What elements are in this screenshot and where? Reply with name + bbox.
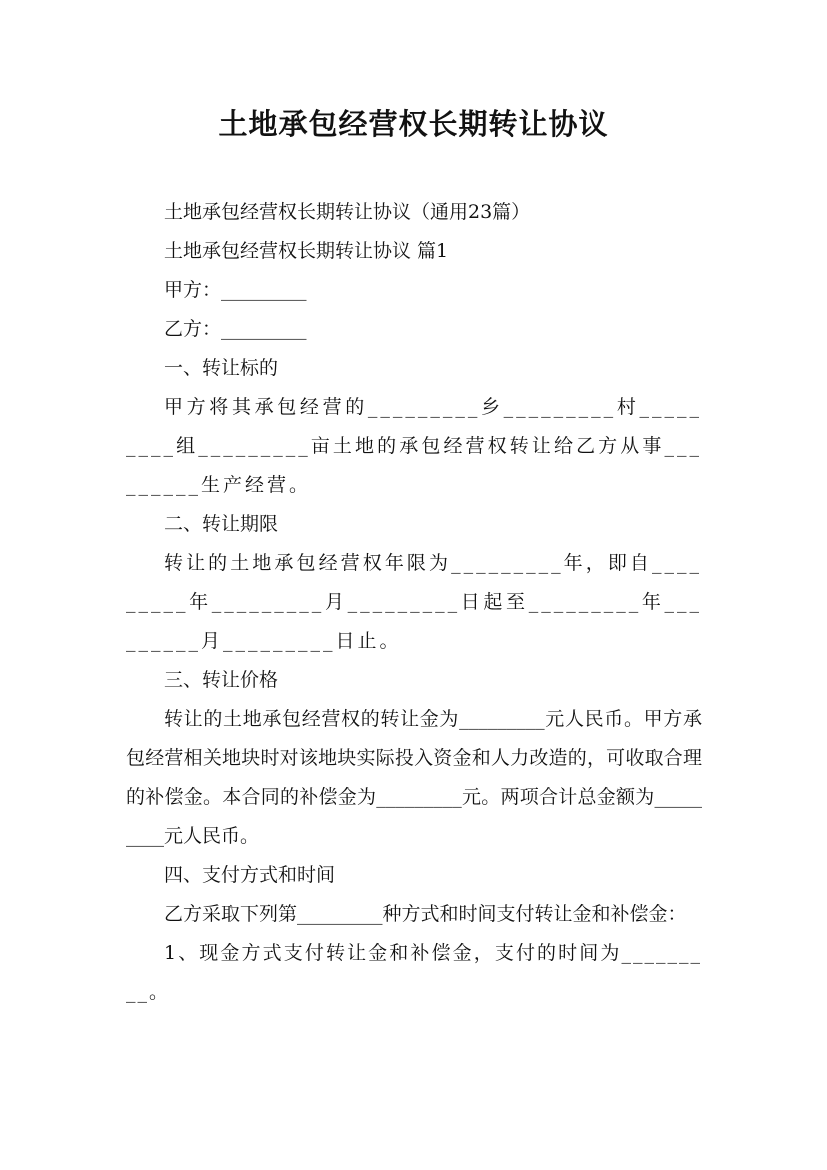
party-a-line: 甲方：_________	[164, 279, 307, 301]
party-b-line: 乙方：_________	[164, 318, 307, 340]
clause-text-1: 甲方将其承包经营的_________乡_________村_________组_________亩土地的承包经营权转让给乙方从事_________生产经营。	[126, 396, 702, 496]
document-body	[126, 193, 702, 1012]
clause-heading-4: 四、支付方式和时间	[164, 864, 336, 886]
paragraph-section-heading: 土地承包经营权长期转让协议 篇1	[164, 240, 449, 262]
clause-text-3: 转让的土地承包经营权的转让金为_________元人民币。甲方承包经营相关地块时对该地块实际投入资金和人力改造的，可收取合理的补偿金。本合同的补偿金为_________元。两项合计总金额为_________元人民币。	[126, 708, 702, 847]
clause-text-2: 转让的土地承包经营权年限为_________年，即自_________年_________月_________日起至_________年_________月_________日止。	[126, 552, 702, 652]
paragraph-subtitle: 土地承包经营权长期转让协议（通用23篇）	[164, 201, 531, 223]
clause-text-4: 乙方采取下列第_________种方式和时间支付转让金和补偿金：	[164, 903, 687, 925]
clause-heading-3: 三、转让价格	[164, 669, 279, 691]
clause-heading-1: 一、转让标的	[164, 357, 279, 379]
clause-heading-2: 二、转让期限	[164, 513, 279, 535]
document-title: 土地承包经营权长期转让协议	[218, 107, 609, 141]
clause-text-5: 1、现金方式支付转让金和补偿金，支付的时间为_________。	[126, 942, 702, 1003]
